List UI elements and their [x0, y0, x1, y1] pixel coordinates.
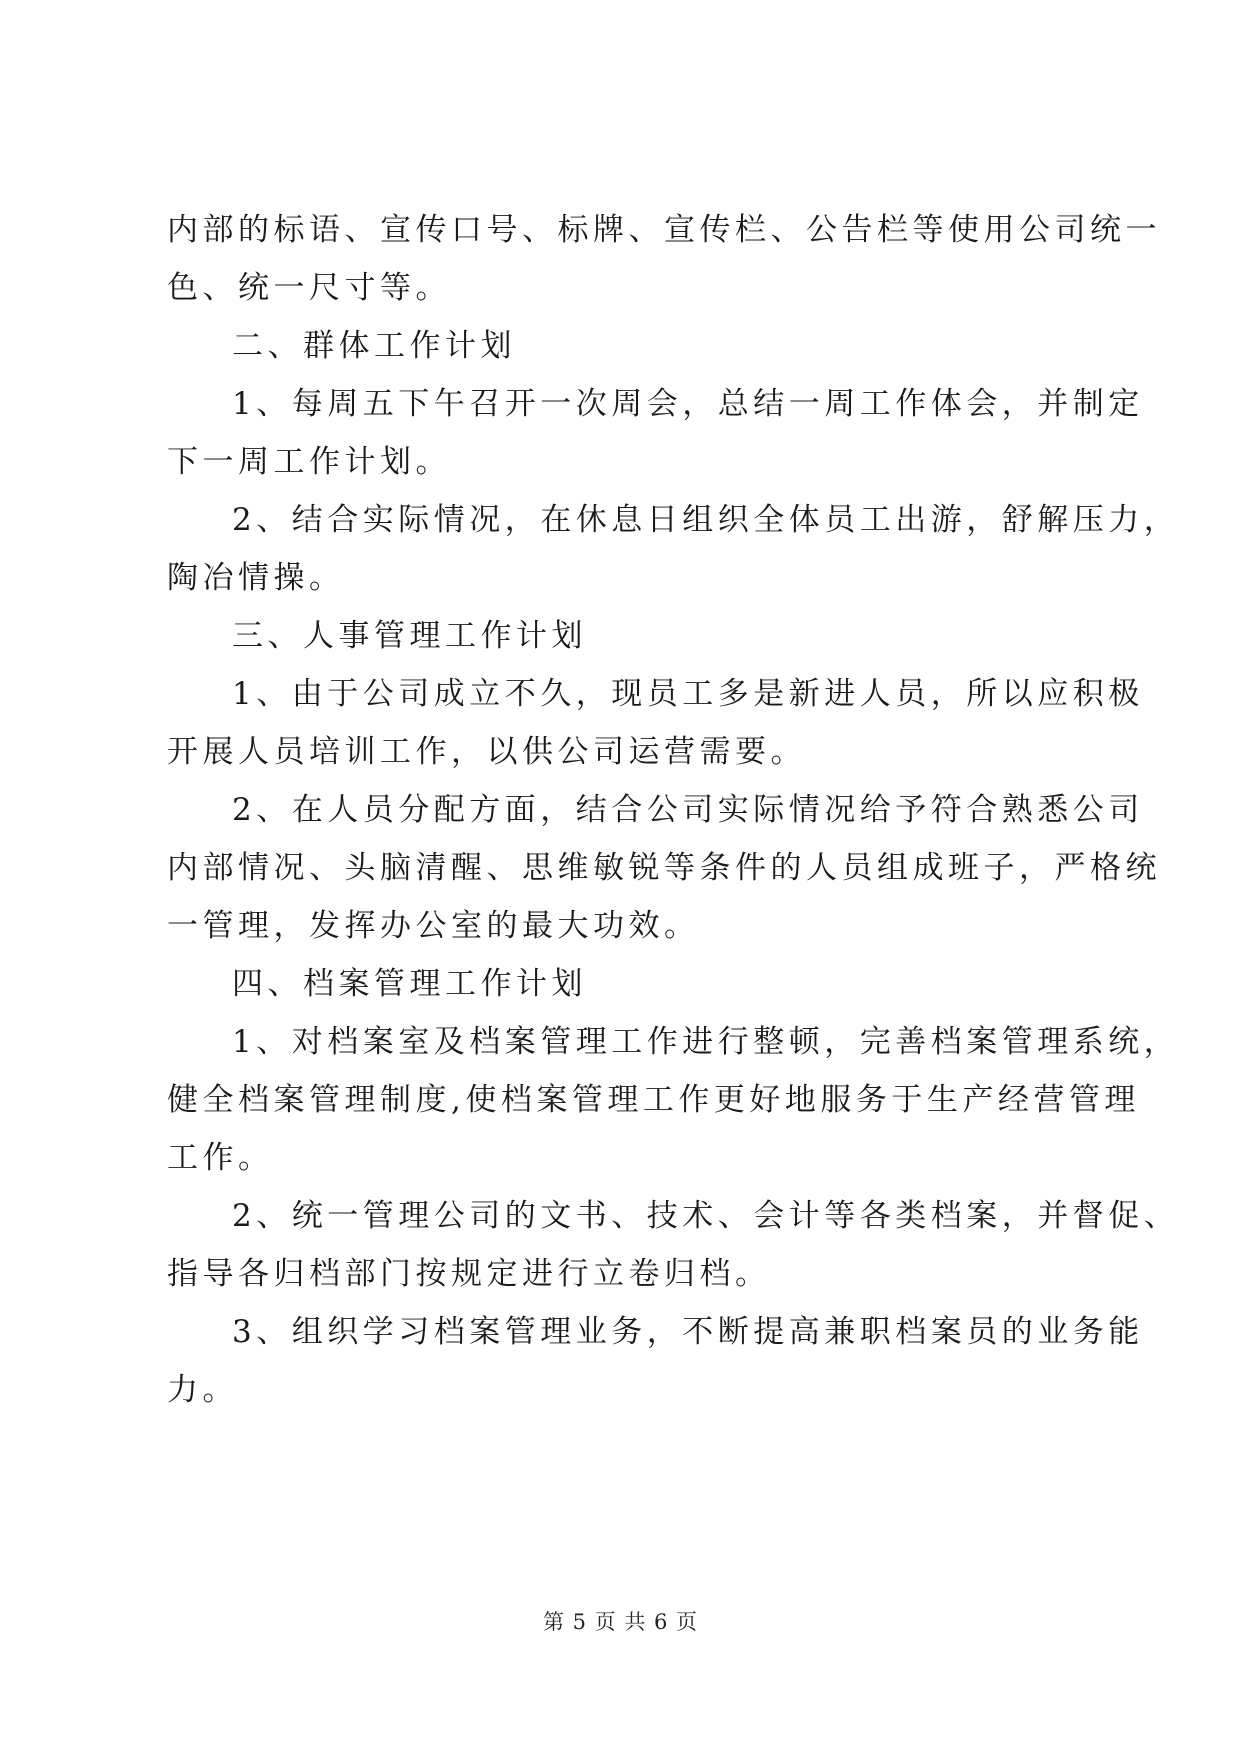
body-text-line: 3、组织学习档案管理业务，不断提高兼职档案员的业务能: [232, 1314, 1144, 1350]
body-text-line: 1、每周五下午召开一次周会，总结一周工作体会，并制定: [232, 386, 1144, 422]
body-text-line: 力。: [167, 1372, 238, 1408]
body-text-line: 陶冶情操。: [167, 560, 345, 596]
body-text-line: 一管理，发挥办公室的最大功效。: [167, 908, 700, 944]
body-text-line: 2、统一管理公司的文书、技术、会计等各类档案，并督促、: [232, 1198, 1180, 1234]
body-text-line: 色、统一尺寸等。: [167, 270, 451, 306]
body-text-line: 下一周工作计划。: [167, 444, 451, 480]
body-text-line: 1、由于公司成立不久，现员工多是新进人员，所以应积极: [232, 676, 1144, 712]
page-number-footer: 第 5 页 共 6 页: [542, 1610, 699, 1634]
section-heading: 三、人事管理工作计划: [232, 618, 587, 654]
body-text-line: 指导各归档部门按规定进行立卷归档。: [167, 1256, 771, 1292]
section-heading: 二、群体工作计划: [232, 328, 516, 364]
body-text-line: 1、对档案室及档案管理工作进行整顿，完善档案管理系统，: [232, 1024, 1180, 1060]
body-text-line: 2、在人员分配方面，结合公司实际情况给予符合熟悉公司: [232, 792, 1144, 828]
body-text-line: 健全档案管理制度,使档案管理工作更好地服务于生产经营管理: [167, 1082, 1140, 1118]
section-heading: 四、档案管理工作计划: [232, 966, 587, 1002]
body-text-line: 内部的标语、宣传口号、标牌、宣传栏、公告栏等使用公司统一: [167, 212, 1161, 248]
body-text-line: 工作。: [167, 1140, 274, 1176]
body-text-line: 2、结合实际情况，在休息日组织全体员工出游，舒解压力，: [232, 502, 1180, 538]
body-text-line: 内部情况、头脑清醒、思维敏锐等条件的人员组成班子，严格统: [167, 850, 1161, 886]
body-text-line: 开展人员培训工作，以供公司运营需要。: [167, 734, 806, 770]
